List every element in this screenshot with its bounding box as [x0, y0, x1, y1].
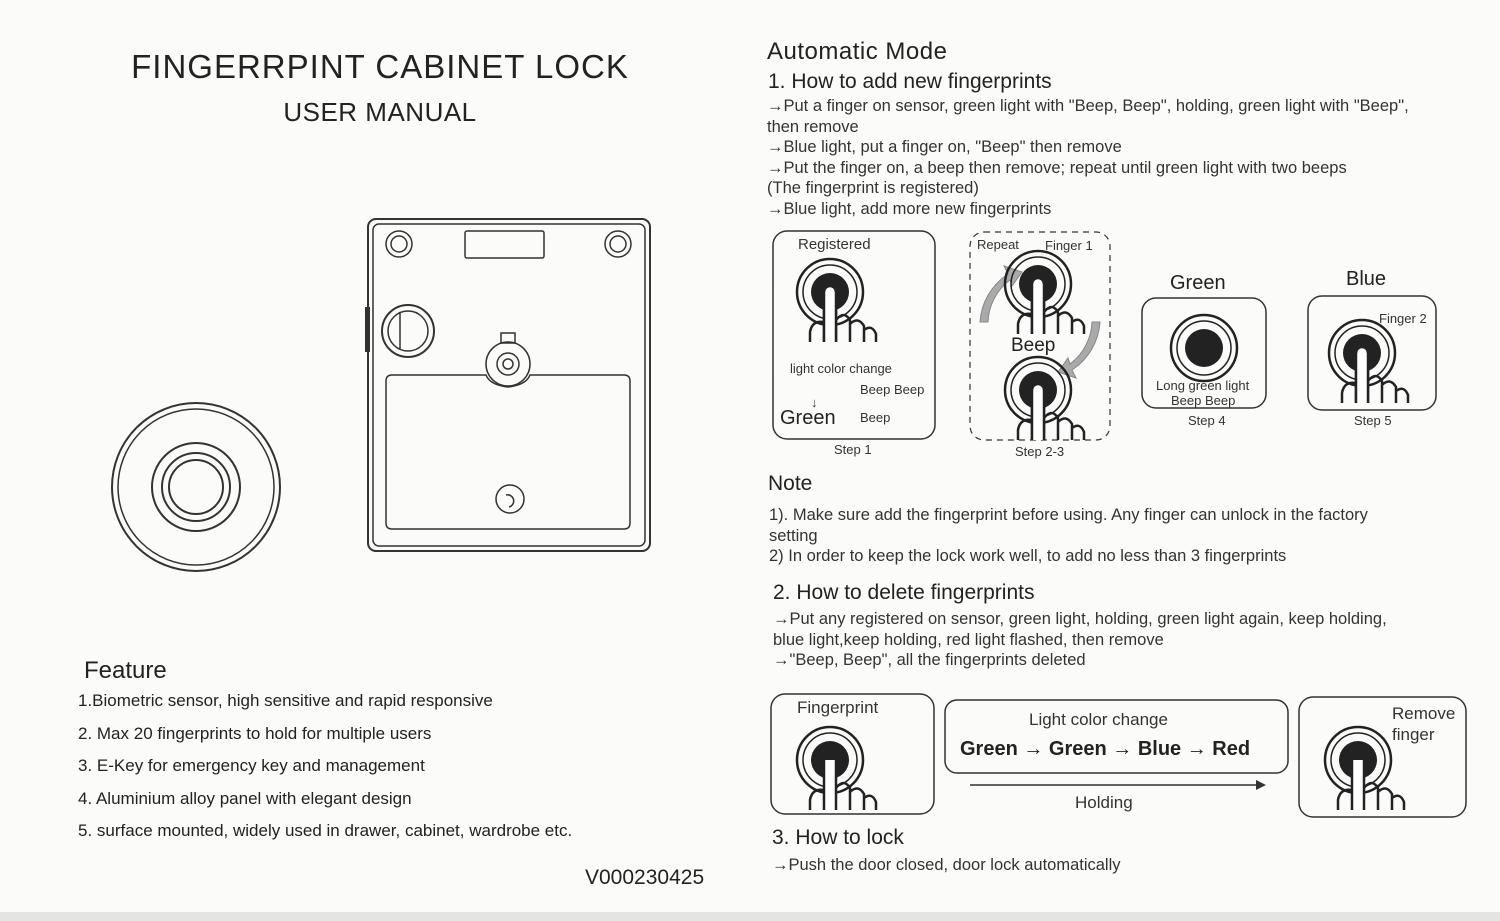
lock-body-drawing [362, 215, 658, 555]
feature-item: 3. E-Key for emergency key and management [78, 756, 425, 775]
delete-heading: 2. How to delete fingerprints [773, 581, 1035, 604]
note-line: setting [769, 526, 818, 545]
step5-title: Blue [1346, 268, 1387, 290]
step1-beep-beep: Beep Beep [860, 382, 925, 397]
page-edge [0, 912, 1500, 921]
automatic-mode-heading: Automatic Mode [767, 38, 948, 65]
step23-label: Step 2-3 [1015, 444, 1065, 459]
lock-heading: 3. How to lock [772, 826, 904, 849]
sensor-drawing [105, 400, 287, 575]
manual-subtitle: USER MANUAL [283, 97, 477, 127]
delete-remove: Remove [1392, 704, 1456, 723]
version-code: V000230425 [585, 866, 705, 889]
instruction-line: →Put a finger on sensor, green light with "Beep, Beep", holding, green light with "Beep", [767, 97, 1409, 115]
delete-color-sequence: Green → Green → Blue → Red [960, 738, 1251, 760]
instruction-line: then remove [767, 117, 859, 136]
instruction-line: (The fingerprint is registered) [767, 179, 979, 197]
delete-finger: finger [1392, 725, 1435, 744]
lock-instruction: →Push the door closed, door lock automatically [772, 856, 1121, 874]
add-fingerprints-heading: 1. How to add new fingerprints [768, 70, 1052, 93]
step4-label: Step 4 [1188, 413, 1226, 428]
step1-light-change: light color change [790, 361, 892, 376]
step4-beep-beep: Beep Beep [1171, 393, 1236, 408]
add-steps-diagram [760, 222, 1450, 462]
add-instructions [767, 96, 1487, 219]
step23-repeat: Repeat [977, 237, 1019, 252]
instruction-line: blue light,keep holding, red light flashed, then remove [773, 630, 1164, 649]
step4-long-green: Long green light [1156, 378, 1250, 393]
svg-text:↓: ↓ [811, 395, 818, 410]
step5-label: Step 5 [1354, 413, 1392, 428]
instruction-line: →Blue light, add more new fingerprints [767, 199, 1052, 218]
delete-holding: Holding [1075, 793, 1133, 812]
feature-item: 1.Biometric sensor, high sensitive and rapid responsive [78, 691, 493, 710]
feature-item: 4. Aluminium alloy panel with elegant design [78, 788, 412, 808]
note-line: 1). Make sure add the fingerprint before using. Any finger can unlock in the factory [769, 506, 1368, 524]
instruction-line: →"Beep, Beep", all the fingerprints deleted [773, 651, 1086, 669]
step1-registered: Registered [798, 236, 871, 253]
feature-item: 2. Max 20 fingerprints to hold for multiple users [78, 723, 432, 743]
instruction-line: →Put any registered on sensor, green light, holding, green light again, keep holding, [773, 610, 1387, 628]
fingerprint-icon [1329, 320, 1408, 403]
delete-light-change: Light color change [1029, 710, 1168, 729]
fingerprint-icon [797, 259, 876, 342]
delete-instructions [773, 609, 1473, 671]
note-heading: Note [768, 472, 813, 495]
feature-item: 5. surface mounted, widely used in drawer, cabinet, wardrobe etc. [78, 821, 573, 840]
fingerprint-icon [797, 727, 876, 810]
step5-finger2: Finger 2 [1379, 311, 1427, 326]
manual-title: FINGERRPINT CABINET LOCK [131, 48, 629, 85]
note-lines [769, 505, 1469, 567]
instruction-line: →Put the finger on, a beep then remove; repeat until green light with two beeps [767, 158, 1347, 177]
step23-finger1: Finger 1 [1045, 238, 1093, 253]
fingerprint-icon [1005, 251, 1084, 334]
note-line: 2) In order to keep the lock work well, to add no less than 3 fingerprints [769, 547, 1287, 565]
step1-beep: Beep [860, 410, 891, 425]
step1-green: Green [780, 407, 836, 429]
feature-heading: Feature [84, 657, 167, 684]
feature-list [78, 688, 738, 851]
step1-label: Step 1 [834, 442, 872, 457]
step4-title: Green [1170, 272, 1226, 294]
step23-beep: Beep [1011, 335, 1056, 356]
instruction-line: →Blue light, put a finger on, "Beep" then remove [767, 138, 1122, 156]
delete-fingerprint-label: Fingerprint [797, 698, 879, 717]
delete-steps-diagram [760, 688, 1480, 818]
